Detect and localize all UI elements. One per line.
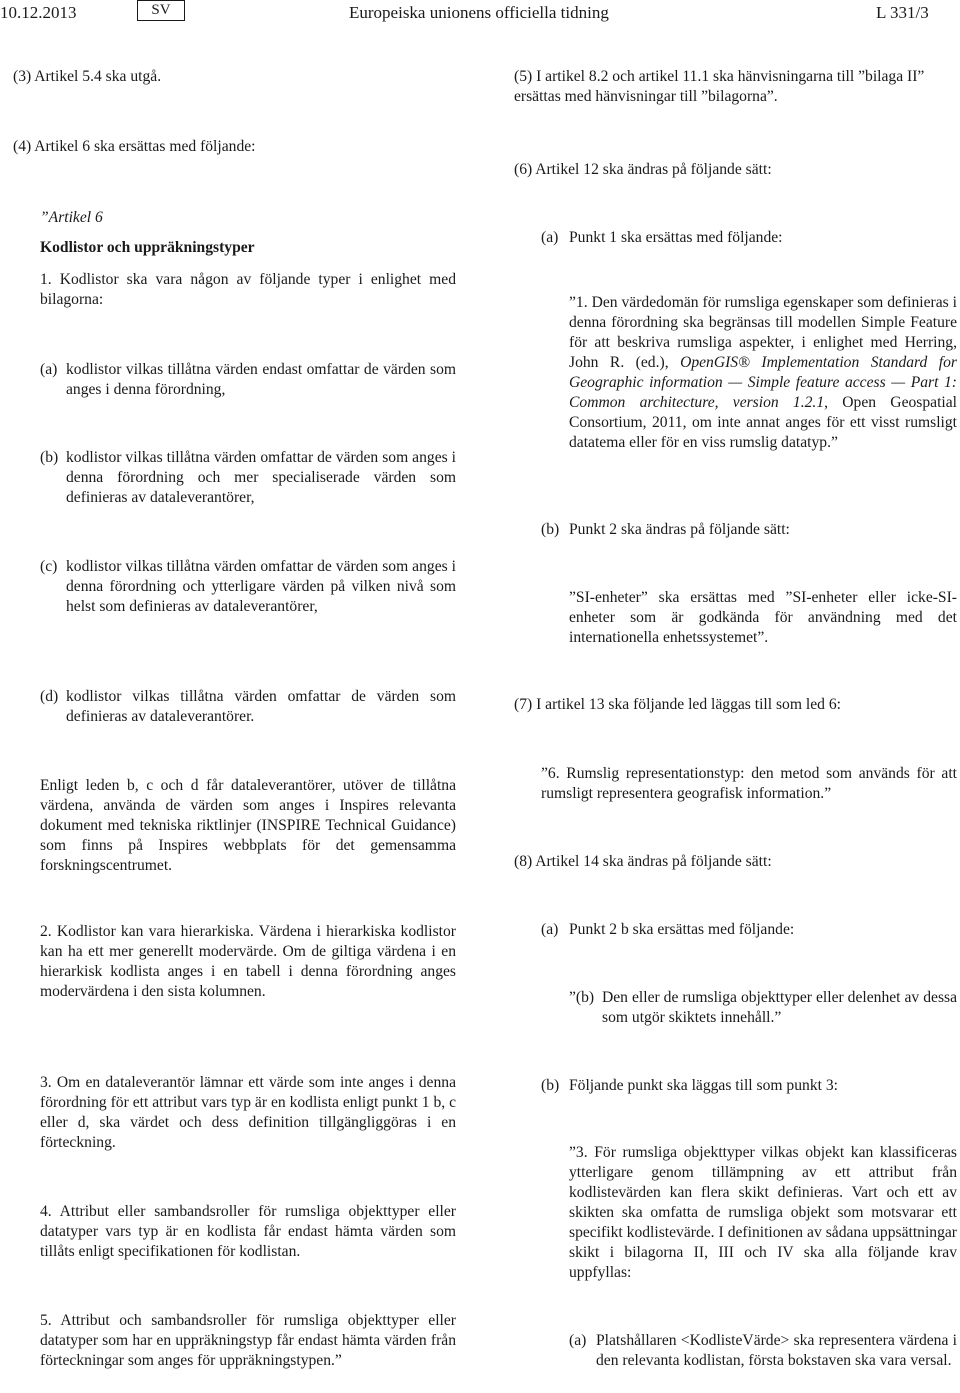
quote-led-6: ”6. Rumslig representationstyp: den metod som används för att rumsligt representera geografisk information.” xyxy=(541,765,957,802)
item-8: (8) Artikel 14 ska ändras på följande sätt: xyxy=(514,853,772,870)
list-text: Den eller de rumsliga objekttyper eller delenhet av dessa som utgör skiktets innehåll.” xyxy=(602,989,957,1026)
item-6: (6) Artikel 12 ska ändras på följande sätt: xyxy=(514,161,772,178)
quote-item-a xyxy=(569,1331,957,1371)
list-item-a xyxy=(40,360,456,400)
header-date: 10.12.2013 xyxy=(0,3,77,22)
list-item-8b xyxy=(541,1076,957,1096)
item-7: (7) I artikel 13 ska följande led läggas till som led 6: xyxy=(514,696,841,713)
list-text: Punkt 1 ska ersättas med följande: xyxy=(569,229,783,246)
paragraph-enligt: Enligt leden b, c och d får dataleverantörer, utöver de tillåtna värdena, använda de värden som anges i Inspires relevanta dokument med tekniska riktlinjer (INSPIRE Technical Guidance) som finns på Inspires webbplats för det gemensamma forskningscentrumet. xyxy=(40,777,456,874)
quote-si-units: ”SI-enheter” ska ersättas med ”SI-enheter eller icke-SI-enheter som är godkända för användning med det internationella enhetssystemet”. xyxy=(569,589,957,646)
paragraph-5: 5. Attribut och sambandsroller för rumsliga objekttyper eller datatyper som har en uppräkningstyp får endast hämta värden från förteckningar som anges för uppräkningstypen.” xyxy=(40,1312,456,1369)
list-text: kodlistor vilkas tillåtna värden omfattar de värden som definieras av dataleverantörer. xyxy=(66,688,456,725)
list-text: kodlistor vilkas tillåtna värden omfattar de värden som anges i denna förordning och ytterligare värden på vilken nivå som helst som definieras av dataleverantörer, xyxy=(66,558,456,615)
list-item-6a xyxy=(541,228,957,248)
list-marker: ”(b) xyxy=(569,989,595,1006)
list-text: kodlistor vilkas tillåtna värden omfattar de värden som anges i denna förordning och mer specialiserade värden som definieras av dataleverantörer, xyxy=(66,449,456,506)
list-marker: (d) xyxy=(40,688,59,705)
article-heading: Kodlistor och uppräkningstyper xyxy=(40,239,255,256)
quote-punkt-3: ”3. För rumsliga objekttyper vilkas objekt kan klassificeras ytterligare genom tillämpning av ett attribut från kodlistevärden kan flera skikt definieras. Vart och ett av skikten ska omfatta de rumsliga objekt som motsvarar ett specifikt kodlistevärde. I definitionen av sådana uppsättningar skikt i bilagorna II, III och IV ska alla följande krav uppfyllas: xyxy=(569,1144,957,1281)
list-item-b xyxy=(40,448,456,508)
list-text: Punkt 2 ska ändras på följande sätt: xyxy=(569,521,790,538)
list-marker: (a) xyxy=(541,921,559,938)
list-item-d xyxy=(40,687,456,727)
item-5: (5) I artikel 8.2 och artikel 11.1 ska hänvisningarna till ”bilaga II” ersättas med hänvisningar till ”bilagorna”. xyxy=(514,68,925,105)
list-marker: (b) xyxy=(541,521,560,538)
journal-title: Europeiska unionens officiella tidning xyxy=(349,3,609,22)
quote-text: , Open Geospatial Consortium, 2011, om inte annat anges för ett visst rumsligt datatema eller för en viss rumslig datatyp.” xyxy=(569,394,957,451)
paragraph-3: 3. Om en dataleverantör lämnar ett värde som inte anges i denna förordning för ett attribut vars typ är en kodlista enligt punkt 1 b, c eller d, ska värdet och dess definition tillgängliggöras i en förteckning. xyxy=(40,1074,456,1151)
list-marker: (c) xyxy=(40,558,58,575)
article-title: ”Artikel 6 xyxy=(40,209,103,226)
item-4: (4) Artikel 6 ska ersättas med följande: xyxy=(13,138,256,155)
list-marker: (a) xyxy=(541,229,559,246)
quote-punkt-1 xyxy=(569,293,957,453)
list-marker: (a) xyxy=(569,1332,587,1349)
paragraph-2: 2. Kodlistor kan vara hierarkiska. Värdena i hierarkiska kodlistor kan ha ett mer generellt modervärde. Om de giltiga värdena i en hierarkisk kodlista anges i en tabell i denna förordning anges modervärdena i den sista kolumnen. xyxy=(40,923,456,1000)
page-number: L 331/3 xyxy=(876,3,929,22)
list-text: kodlistor vilkas tillåtna värden endast omfattar de värden som anges i denna förordning, xyxy=(66,361,456,398)
list-text: Platshållaren <KodlisteVärde> ska representera värdena i den relevanta kodlistan, första bokstaven ska vara versal. xyxy=(596,1332,957,1369)
paragraph-4: 4. Attribut eller sambandsroller för rumsliga objekttyper eller datatyper vars typ är en kodlista får endast hämta värden som tillåts enligt specifikationen för kodlistan. xyxy=(40,1203,456,1260)
list-text: Punkt 2 b ska ersättas med följande: xyxy=(569,921,795,938)
list-marker: (b) xyxy=(541,1077,560,1094)
quote-item-b xyxy=(569,988,957,1028)
list-item-8a xyxy=(541,920,957,940)
item-3: (3) Artikel 5.4 ska utgå. xyxy=(13,68,162,85)
list-item-c xyxy=(40,557,456,617)
list-marker: (a) xyxy=(40,361,58,378)
quote-italic-title: OpenGIS® Implementation Standard for Geographic information — Simple feature access — Part 1: Common architecture, version 1.2.1 xyxy=(569,354,958,411)
paragraph-1: 1. Kodlistor ska vara någon av följande typer i enlighet med bilagorna: xyxy=(40,271,456,308)
quote-text: ”1. Den värdedomän för rumsliga egenskaper som definieras i denna förordning ska begränsas till modellen Simple Feature för att beskriva rumsliga aspekter, i enlighet med Herring, John R. (ed.), xyxy=(569,294,957,371)
list-text: Följande punkt ska läggas till som punkt 3: xyxy=(569,1077,838,1094)
list-item-6b xyxy=(541,520,957,540)
language-badge: SV xyxy=(137,0,185,21)
list-marker: (b) xyxy=(40,449,59,466)
